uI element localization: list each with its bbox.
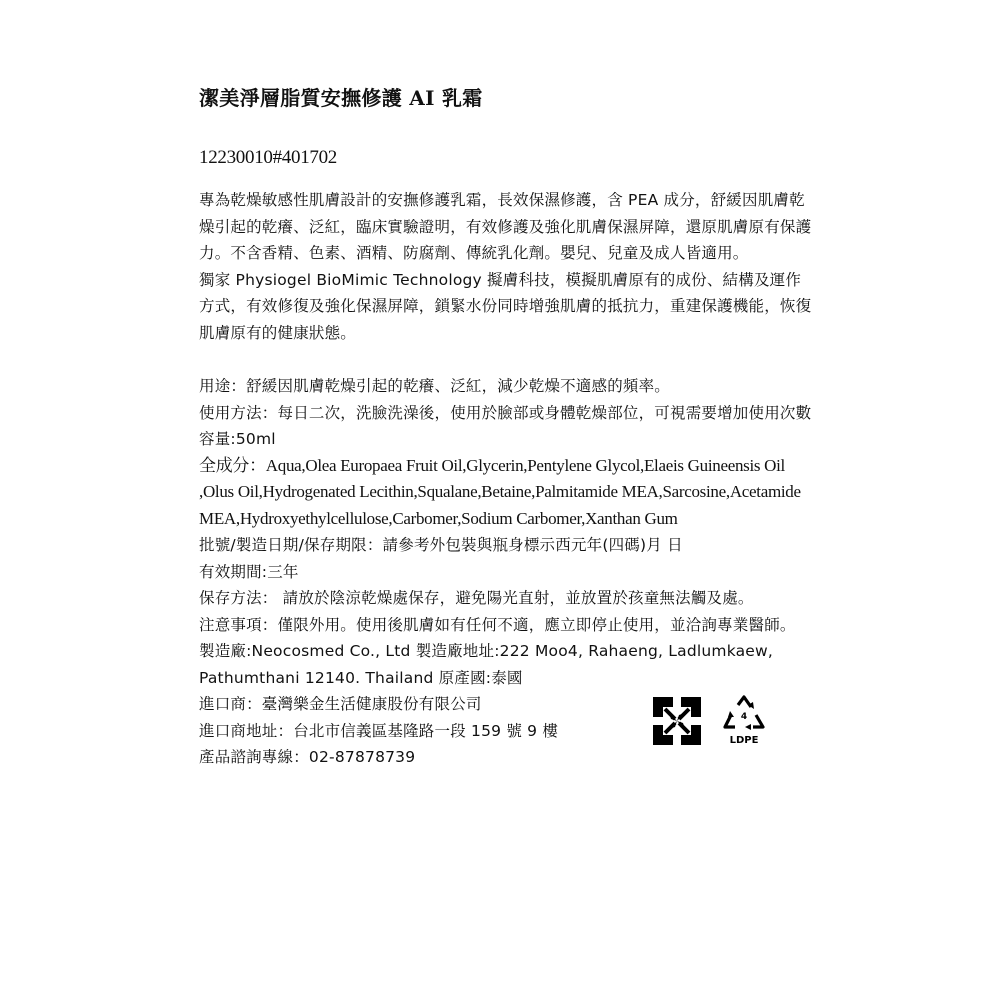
product-document [199, 84, 814, 771]
importer-text: 進口商：臺灣樂金生活健康股份有限公司 [199, 695, 482, 713]
taiwan-recycling-icon [651, 695, 703, 747]
volume-text: 容量:50ml [199, 430, 276, 448]
description-paragraph-1: 專為乾燥敏感性肌膚設計的安撫修護乳霜，長效保濕修護，含 PEA 成分，舒緩因肌膚乾燥引起的乾癢、泛紅，臨床實驗證明，有效修護及強化肌膚保濕屏障，還原肌膚原有保護力。不含香精、色素、酒精、防腐劑、傳統乳化劑。嬰兒、兒童及成人皆適用。 [199, 191, 812, 262]
ldpe-recycling-icon [721, 695, 767, 749]
product-title: 潔美淨層脂質安撫修護 AI 乳霜 [199, 86, 483, 110]
directions-text: 使用方法：每日二次，洗臉洗澡後，使用於臉部或身體乾燥部位，可視需要增加使用次數 [199, 403, 812, 422]
ldpe-number: 4 [740, 712, 748, 722]
description-paragraph-2: 獨家 Physiogel BioMimic Technology 擬膚科技，模擬肌膚原有的成份、結構及運作方式，有效修復及強化保濕屏障，鎖緊水份同時增強肌膚的抵抗力，重建保護機能，恢復肌膚原有的健康狀態。 [199, 270, 812, 342]
storage-text: 保存方法： 請放於陰涼乾燥處保存，避免陽光直射，並放置於孩童無法觸及處。 [199, 589, 754, 607]
recycling-logos [651, 695, 767, 749]
importer-address-text: 進口商地址：台北市信義區基隆路一段 159 號 9 樓 [199, 721, 559, 740]
caution-text: 注意事項：僅限外用。使用後肌膚如有任何不適，應立即停止使用，並洽詢專業醫師。 [199, 615, 796, 634]
hotline-text: 產品諮詢專線：02-87878739 [199, 748, 416, 766]
validity-text: 有效期間:三年 [199, 562, 299, 581]
product-sku: 12230010#401702 [199, 147, 338, 168]
footer-section [199, 691, 814, 771]
ingredients-text: 全成分：Aqua,Olea Europaea Fruit Oil,Glycerin,Pentylene Glycol,Elaeis Guineensis Oil ,Olus Oil,Hydrogenated Lecithin,Squalane,Betaine,Palmitamide MEA,Sarcosine,Acetamide MEA,Hydroxyethylcellulose,Carbomer,Sodium Carbomer,Xanthan Gum [199, 455, 801, 528]
usage-text: 用途：舒緩因肌膚乾燥引起的乾癢、泛紅，減少乾燥不適感的頻率。 [199, 377, 671, 395]
batch-text: 批號/製造日期/保存期限：請參考外包裝與瓶身標示西元年(四碼)月 日 [199, 536, 683, 554]
ldpe-label: LDPE [729, 735, 759, 746]
manufacturer-text: 製造廠:Neocosmed Co., Ltd 製造廠地址:222 Moo4, Rahaeng, Ladlumkaew, Pathumthani 12140. Thailand 原產國:泰國 [199, 642, 774, 687]
